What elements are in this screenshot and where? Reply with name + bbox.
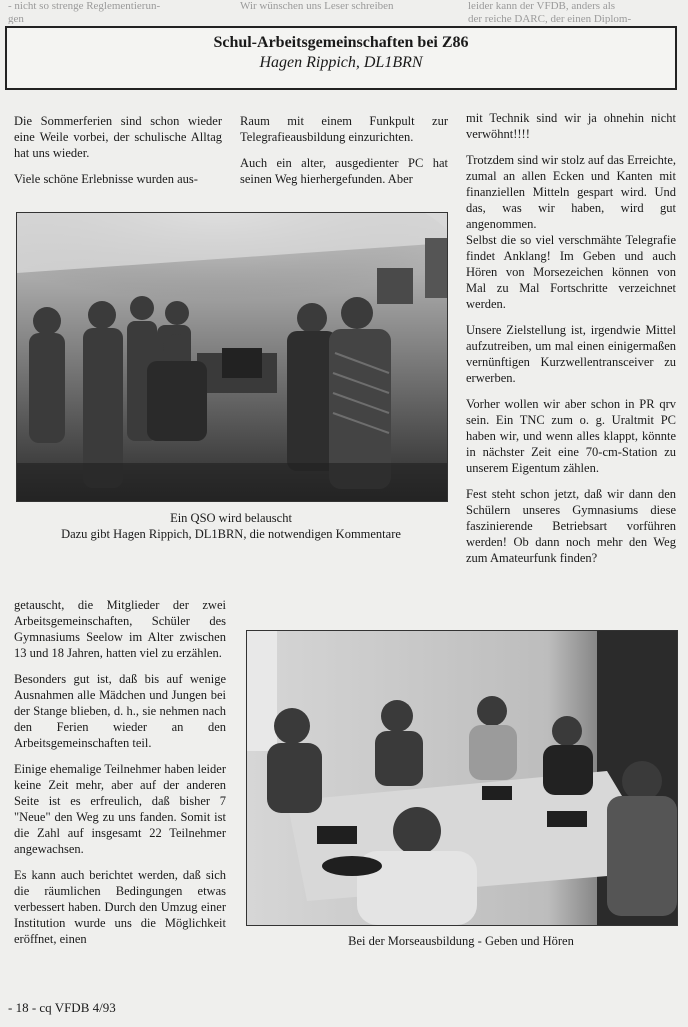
column-1-lower xyxy=(14,597,226,957)
paragraph: Vorher wollen wir aber schon in PR qrv sein. Ein TNC zum o. g. Uraltmit PC haben wir, und wenn alles klappt, könnte in nächster Zeit eine 70-cm-Station zu unserem Eigentum zählen. xyxy=(466,397,676,475)
photo-qso-image xyxy=(17,213,447,501)
bleed-text-top-right: leider kann der VFDB, anders als der reiche DARC, der einen Diplom- xyxy=(468,0,632,24)
paragraph: Viele schöne Erlebnisse wurden aus- xyxy=(14,172,198,186)
caption-line-1: Ein QSO wird belauscht xyxy=(170,511,292,525)
paragraph: Es kann auch berichtet werden, daß sich die räumlichen Bedingungen etwas verbessert haben. Durch den Umzug einer Institution wurde uns die Möglichkeit eröffnet, einen xyxy=(14,868,226,946)
column-3 xyxy=(466,110,676,576)
page-footer: - 18 - cq VFDB 4/93 xyxy=(8,1000,116,1015)
column-1-top xyxy=(14,113,222,197)
paragraph: mit Technik sind wir ja ohnehin nicht verwöhnt!!!! xyxy=(466,111,676,141)
article-title: Schul-Arbeitsgemeinschaften bei Z86 xyxy=(213,34,469,51)
paragraph: Auch ein alter, ausgedienter PC hat seinen Weg hierhergefunden. Aber xyxy=(240,156,448,186)
photo-qso-listening xyxy=(16,212,448,502)
photo-morse-training xyxy=(246,630,678,926)
photo-morse-caption: Bei der Morseausbildung - Geben und Hören xyxy=(348,934,574,948)
bleed-text-top-left: - nicht so strenge Reglementierun- gen xyxy=(8,0,161,24)
caption-line-2: Dazu gibt Hagen Rippich, DL1BRN, die notwendigen Kommentare xyxy=(61,527,401,541)
paragraph: Die Sommerferien sind schon wieder eine Weile vorbei, der schulische Alltag hat uns wieder. xyxy=(14,114,222,160)
bleed-text-top-mid: Wir wünschen uns Leser schreiben xyxy=(240,0,394,12)
paragraph: Fest steht schon jetzt, daß wir dann den Schülern unseres Gymnasiums diese faszinierende Betriebsart vorführen werden! Ob dann noch mehr den Weg zum Amateurfunk finden? xyxy=(466,487,676,565)
article-header xyxy=(5,26,677,90)
photo-morse-image xyxy=(247,631,677,925)
photo-qso-caption xyxy=(16,510,446,542)
column-2-top xyxy=(240,113,448,197)
article-author: Hagen Rippich, DL1BRN xyxy=(259,54,423,71)
paragraph: Selbst die so viel verschmähte Telegrafie findet Anklang! Im Geben und auch Hören von Morsezeichen können von Mal zu Mal Fortschritte verzeichnet werden. xyxy=(466,233,676,311)
paragraph: Einige ehemalige Teilnehmer haben leider keine Zeit mehr, aber auf der anderen Seite ist es erfreulich, daß bisher 7 "Neue" den Weg zu uns fanden. Somit ist die Zahl auf insgesamt 22 Teilnehmer angewachsen. xyxy=(14,762,226,856)
paragraph: Raum mit einem Funkpult zur Telegrafieausbildung einzurichten. xyxy=(240,114,448,144)
paragraph: getauscht, die Mitglieder der zwei Arbeitsgemeinschaften, Schüler des Gymnasiums Seelow im Alter zwischen 13 und 18 Jahren, hatten viel zu erzählen. xyxy=(14,598,226,660)
paragraph: Unsere Zielstellung ist, irgendwie Mittel aufzutreiben, um mal einen einigermaßen vernünftigen Kurzwellentransceiver zu erwerben. xyxy=(466,323,676,385)
paragraph: Besonders gut ist, daß bis auf wenige Ausnahmen alle Mädchen und Jungen bei der Stange blieben, d. h., sie nehmen nach den Ferien wieder an den Arbeitsgemeinschaften teil. xyxy=(14,672,226,750)
paragraph: Trotzdem sind wir stolz auf das Erreichte, zumal an allen Ecken und Kanten mit finanziellen Mitteln gespart wird. Und das, was wir haben, wird gut angenommen. xyxy=(466,153,676,231)
